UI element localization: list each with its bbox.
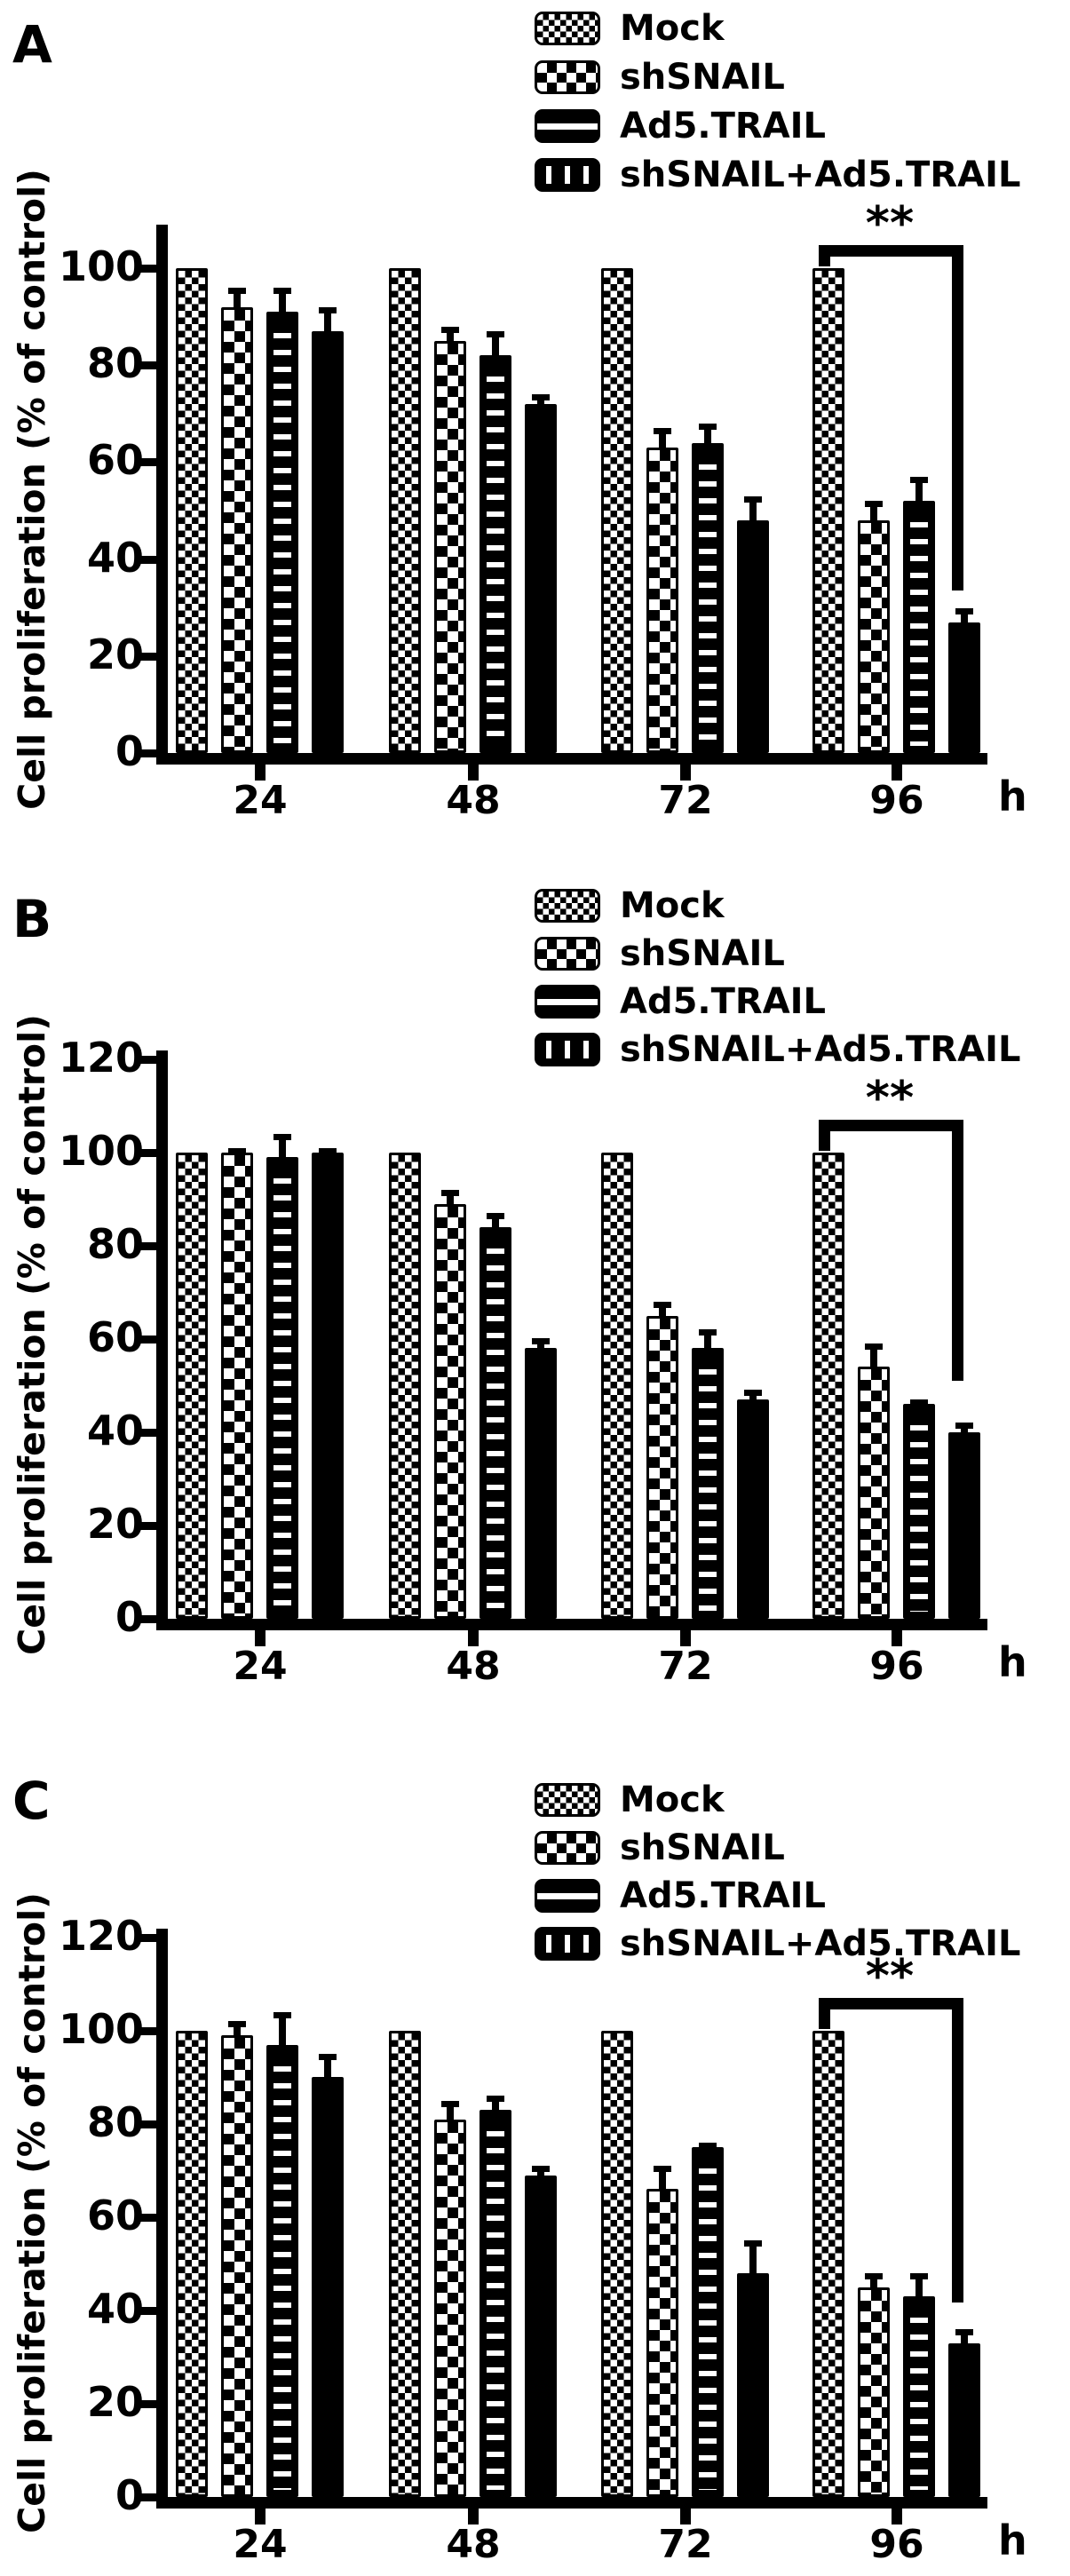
error-bar-cap — [865, 501, 883, 507]
error-bar-cap — [319, 307, 337, 313]
bar-shSNAIL-72h — [646, 448, 678, 753]
bar-shSNAIL-48h — [434, 341, 466, 753]
error-bar-cap — [654, 428, 671, 434]
error-bar-cap — [955, 608, 973, 614]
legend-label: Mock — [620, 885, 725, 926]
bar-Mock-96h — [812, 2031, 844, 2497]
y-tick-label: 100 — [58, 1127, 144, 1175]
bar-shSNAIL+Ad5.TRAIL-48h — [525, 2176, 557, 2497]
y-tick-label: 60 — [86, 436, 144, 484]
bar-shSNAIL-24h — [221, 307, 253, 753]
panel-letter-B: B — [12, 889, 52, 949]
y-tick-label: 40 — [86, 1407, 144, 1454]
bar-Ad5.TRAIL-24h — [266, 2045, 298, 2497]
bar-Ad5.TRAIL-96h — [903, 1404, 935, 1619]
error-bar-cap — [273, 1134, 291, 1140]
y-tick-label: 120 — [58, 1912, 144, 1960]
bar-shSNAIL-96h — [858, 520, 890, 753]
x-axis — [156, 1619, 987, 1630]
x-tick-label: 96 — [869, 2522, 924, 2567]
bar-Ad5.TRAIL-24h — [266, 312, 298, 753]
x-tick-label: 48 — [446, 778, 501, 823]
y-tick-label: 80 — [86, 339, 144, 387]
bar-shSNAIL+Ad5.TRAIL-48h — [525, 1348, 557, 1619]
error-bar-cap — [441, 1190, 459, 1196]
legend-label: Ad5.TRAIL — [620, 1875, 827, 1916]
bar-Mock-24h — [176, 268, 208, 753]
bar-Ad5.TRAIL-24h — [266, 1157, 298, 1619]
bar-shSNAIL+Ad5.TRAIL-96h — [948, 2343, 980, 2497]
x-axis — [156, 2497, 987, 2509]
bar-Mock-72h — [601, 2031, 633, 2497]
bar-shSNAIL+Ad5.TRAIL-48h — [525, 404, 557, 753]
x-tick-label: 24 — [233, 2522, 288, 2567]
error-bar-cap — [699, 2143, 717, 2149]
y-tick-label: 0 — [115, 1593, 144, 1641]
panel-C — [0, 1717, 1070, 2576]
legend-swatch-combo-icon — [535, 1033, 600, 1066]
x-tick-label: 72 — [658, 2522, 713, 2567]
bar-Mock-96h — [812, 1153, 844, 1619]
x-axis — [156, 753, 987, 765]
x-unit-label: h — [998, 773, 1027, 820]
y-tick-label: 20 — [86, 630, 144, 678]
y-axis-label: Cell proliferation (% of control) — [11, 1014, 53, 1655]
error-bar-cap — [955, 2329, 973, 2335]
x-tick-label: 48 — [446, 2522, 501, 2567]
bar-Mock-48h — [389, 2031, 421, 2497]
y-axis — [156, 1050, 168, 1630]
panel-B — [0, 859, 1070, 1717]
significance-stars: ** — [865, 1950, 915, 2003]
bar-Mock-72h — [601, 268, 633, 753]
panel-letter-A: A — [12, 14, 52, 75]
error-bar-cap — [487, 1213, 504, 1219]
legend-swatch-ad5-icon — [535, 1879, 600, 1913]
error-bar-cap — [487, 331, 504, 337]
bar-Mock-24h — [176, 1153, 208, 1619]
legend-label: shSNAIL — [620, 57, 785, 98]
bar-shSNAIL+Ad5.TRAIL-72h — [737, 520, 769, 753]
bar-shSNAIL+Ad5.TRAIL-96h — [948, 1432, 980, 1619]
legend-swatch-ad5-icon — [535, 109, 600, 143]
bar-Ad5.TRAIL-72h — [692, 443, 724, 753]
bar-Mock-24h — [176, 2031, 208, 2497]
y-tick-label: 20 — [86, 2378, 144, 2426]
bar-Mock-48h — [389, 1153, 421, 1619]
y-tick-label: 80 — [86, 2098, 144, 2146]
legend-label: shSNAIL — [620, 1827, 785, 1868]
x-tick-label: 96 — [869, 778, 924, 823]
y-axis — [156, 1929, 168, 2509]
bar-shSNAIL+Ad5.TRAIL-24h — [312, 1153, 344, 1619]
legend-label: Ad5.TRAIL — [620, 106, 827, 147]
y-tick-label: 120 — [58, 1034, 144, 1082]
bar-shSNAIL-24h — [221, 1153, 253, 1619]
legend-swatch-combo-icon — [535, 158, 600, 192]
error-bar-cap — [744, 496, 762, 503]
bar-shSNAIL+Ad5.TRAIL-24h — [312, 331, 344, 753]
bar-Ad5.TRAIL-72h — [692, 1348, 724, 1619]
error-bar-cap — [228, 2021, 246, 2027]
panel-letter-C: C — [12, 1771, 51, 1831]
legend-swatch-mock-icon — [535, 1783, 600, 1817]
error-bar-cap — [865, 2273, 883, 2279]
y-tick-label: 100 — [58, 2005, 144, 2053]
bar-Mock-72h — [601, 1153, 633, 1619]
y-tick-label: 20 — [86, 1500, 144, 1548]
error-bar-cap — [910, 477, 928, 483]
bar-Ad5.TRAIL-96h — [903, 501, 935, 753]
panel-A — [0, 0, 1070, 859]
y-axis-label: Cell proliferation (% of control) — [11, 1892, 53, 2533]
x-unit-label: h — [998, 2517, 1027, 2564]
legend-swatch-ad5-icon — [535, 985, 600, 1019]
y-tick-label: 0 — [115, 727, 144, 775]
x-tick-label: 24 — [233, 778, 288, 823]
legend-label: shSNAIL — [620, 933, 785, 974]
significance-bracket-right-arm — [952, 1120, 963, 1381]
error-bar-cap — [654, 1302, 671, 1308]
legend-swatch-mock-icon — [535, 889, 600, 923]
error-bar-cap — [699, 424, 717, 430]
error-bar-cap — [532, 2166, 550, 2172]
bar-shSNAIL-96h — [858, 1367, 890, 1619]
bar-Ad5.TRAIL-72h — [692, 2147, 724, 2497]
y-tick-label: 40 — [86, 534, 144, 582]
y-axis-label: Cell proliferation (% of control) — [11, 168, 53, 810]
bar-shSNAIL-72h — [646, 2189, 678, 2497]
legend-label: Mock — [620, 1779, 725, 1820]
error-bar-cap — [273, 288, 291, 294]
error-bar-cap — [273, 2012, 291, 2018]
bar-Mock-96h — [812, 268, 844, 753]
legend-label: shSNAIL+Ad5.TRAIL — [620, 1029, 1021, 1070]
error-bar-cap — [441, 2101, 459, 2107]
x-tick-label: 96 — [869, 1644, 924, 1689]
bar-shSNAIL+Ad5.TRAIL-72h — [737, 2273, 769, 2497]
bar-Ad5.TRAIL-96h — [903, 2296, 935, 2497]
error-bar-cap — [487, 2096, 504, 2102]
significance-stars: ** — [865, 1072, 915, 1125]
error-bar-cap — [744, 1390, 762, 1396]
error-bar-cap — [744, 2240, 762, 2247]
significance-bracket-right-arm — [952, 245, 963, 590]
y-tick-label: 40 — [86, 2285, 144, 2333]
error-bar-cap — [532, 394, 550, 400]
x-tick-label: 72 — [658, 1644, 713, 1689]
legend-swatch-sh-icon — [535, 1831, 600, 1865]
error-bar-cap — [910, 1399, 928, 1406]
x-tick-label: 24 — [233, 1644, 288, 1689]
y-tick-label: 0 — [115, 2471, 144, 2519]
y-tick-label: 60 — [86, 2192, 144, 2239]
bar-shSNAIL-24h — [221, 2035, 253, 2497]
error-bar-cap — [532, 1338, 550, 1344]
error-bar-cap — [865, 1343, 883, 1350]
legend-label: Ad5.TRAIL — [620, 981, 827, 1022]
significance-bracket-right-arm — [952, 1998, 963, 2303]
error-bar-cap — [654, 2166, 671, 2172]
error-bar-cap — [699, 1329, 717, 1336]
y-axis — [156, 225, 168, 765]
error-bar-cap — [228, 1148, 246, 1154]
bar-shSNAIL-48h — [434, 2120, 466, 2497]
legend-label: shSNAIL+Ad5.TRAIL — [620, 155, 1021, 195]
error-bar-cap — [910, 2273, 928, 2279]
legend-swatch-mock-icon — [535, 12, 600, 45]
bar-shSNAIL-72h — [646, 1316, 678, 1619]
legend-swatch-combo-icon — [535, 1927, 600, 1961]
x-unit-label: h — [998, 1638, 1027, 1686]
y-tick-label: 100 — [58, 242, 144, 290]
bar-shSNAIL-96h — [858, 2287, 890, 2497]
y-tick-label: 60 — [86, 1313, 144, 1361]
error-bar-cap — [319, 2054, 337, 2060]
error-bar-cap — [441, 327, 459, 333]
y-tick-label: 80 — [86, 1220, 144, 1268]
legend-label: Mock — [620, 8, 725, 49]
legend-label: shSNAIL+Ad5.TRAIL — [620, 1923, 1021, 1964]
significance-stars: ** — [865, 197, 915, 250]
error-bar-cap — [228, 288, 246, 294]
legend-swatch-sh-icon — [535, 937, 600, 971]
bar-Ad5.TRAIL-48h — [480, 1227, 511, 1619]
x-tick-label: 72 — [658, 778, 713, 823]
error-bar-cap — [955, 1423, 973, 1429]
bar-shSNAIL-48h — [434, 1204, 466, 1619]
x-tick-label: 48 — [446, 1644, 501, 1689]
bar-shSNAIL+Ad5.TRAIL-72h — [737, 1399, 769, 1619]
bar-Ad5.TRAIL-48h — [480, 2110, 511, 2497]
error-bar-cap — [319, 1148, 337, 1154]
legend-swatch-sh-icon — [535, 60, 600, 94]
bar-shSNAIL+Ad5.TRAIL-24h — [312, 2077, 344, 2497]
bar-Mock-48h — [389, 268, 421, 753]
bar-shSNAIL+Ad5.TRAIL-96h — [948, 622, 980, 753]
bar-Ad5.TRAIL-48h — [480, 355, 511, 753]
